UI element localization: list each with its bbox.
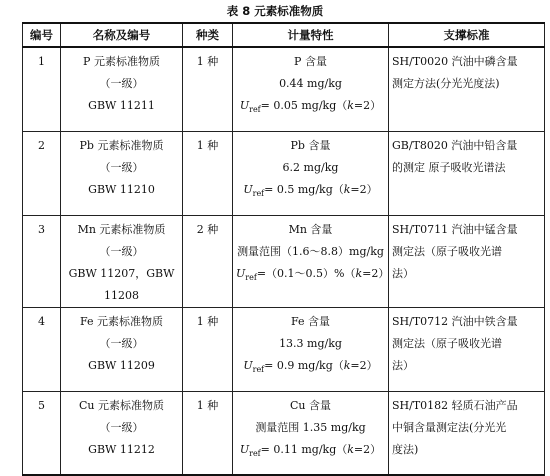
material-name-line: （一级） bbox=[99, 420, 144, 434]
material-name-line: 11208 bbox=[104, 288, 139, 302]
standard-line: 中铜含量测定法(分光光 bbox=[392, 420, 507, 434]
material-name-line: Fe 元素标准物质 bbox=[79, 314, 164, 328]
characteristics-cell bbox=[233, 391, 389, 475]
uncertainty-subscript: ref bbox=[249, 105, 261, 115]
property-value: 测量范围 1.35 mg/kg bbox=[255, 420, 366, 434]
header-characteristics: 计量特性 bbox=[233, 23, 389, 47]
uncertainty-line bbox=[236, 263, 390, 285]
uncertainty-line bbox=[236, 95, 385, 117]
material-name-line: （一级） bbox=[99, 77, 144, 90]
row-number: 5 bbox=[38, 398, 45, 412]
standard-cell bbox=[389, 391, 545, 475]
coverage-factor-symbol: k bbox=[343, 182, 351, 196]
row-number: 3 bbox=[38, 222, 45, 236]
property-value: 13.3 mg/kg bbox=[279, 336, 342, 350]
material-name-line: GBW 11212 bbox=[88, 442, 155, 456]
material-name-line: GBW 11209 bbox=[88, 358, 155, 372]
material-name-line: （一级） bbox=[99, 336, 144, 350]
material-name-line: （一级） bbox=[99, 244, 144, 258]
kind-cell bbox=[183, 307, 233, 391]
standard-line: SH/T0712 汽油中铁含量 bbox=[392, 314, 518, 328]
uncertainty-subscript: ref bbox=[252, 188, 265, 198]
standard-line: 测定方法(分光光度法) bbox=[392, 77, 500, 90]
uncertainty-symbol: U bbox=[239, 442, 250, 456]
reference-materials-table bbox=[22, 22, 545, 476]
material-name-line: P 元素标准物质 bbox=[83, 55, 160, 68]
material-name-line: （一级） bbox=[99, 160, 144, 174]
standard-line: SH/T0711 汽油中锰含量 bbox=[392, 222, 518, 236]
kind-value: 1 种 bbox=[196, 398, 219, 412]
table-row bbox=[23, 215, 545, 307]
property-value: 测量范围（1.6～8.8）mg/kg bbox=[237, 244, 384, 258]
material-name-cell bbox=[61, 391, 183, 475]
kind-cell bbox=[183, 215, 233, 307]
uncertainty-subscript: ref bbox=[252, 364, 265, 374]
kind-cell bbox=[183, 391, 233, 475]
kind-value: 1 种 bbox=[196, 55, 219, 68]
uncertainty-line bbox=[236, 179, 385, 201]
material-name-line: GBW 11207，GBW bbox=[68, 266, 175, 280]
uncertainty-symbol: U bbox=[243, 182, 253, 196]
row-number-cell bbox=[23, 131, 61, 215]
coverage-factor-symbol: k bbox=[355, 266, 363, 280]
header-kind: 种类 bbox=[183, 23, 233, 47]
uncertainty-subscript: ref bbox=[245, 272, 257, 282]
material-name-cell bbox=[61, 131, 183, 215]
uncertainty-value: =（0.1～0.5）%（ bbox=[256, 266, 356, 280]
uncertainty-subscript: ref bbox=[249, 448, 261, 458]
standard-cell bbox=[389, 215, 545, 307]
characteristics-cell bbox=[233, 215, 389, 307]
property-name: Pb 含量 bbox=[290, 138, 331, 152]
uncertainty-line bbox=[236, 355, 385, 377]
standard-line: 测定法（原子吸收光谱 bbox=[392, 244, 502, 258]
uncertainty-value: = 0.9 mg/kg（ bbox=[264, 358, 344, 372]
coverage-factor-value: =2） bbox=[362, 266, 390, 280]
standard-line: SH/T0182 轻质石油产品 bbox=[392, 398, 518, 412]
standard-cell bbox=[389, 47, 545, 131]
coverage-factor-value: =2） bbox=[350, 358, 378, 372]
header-standard: 支撑标准 bbox=[389, 23, 545, 47]
coverage-factor-value: =2） bbox=[353, 442, 382, 456]
material-name-line: Cu 元素标准物质 bbox=[79, 398, 164, 412]
kind-value: 2 种 bbox=[196, 222, 219, 236]
coverage-factor-symbol: k bbox=[347, 442, 354, 456]
standard-line: 的测定 原子吸收光谱法 bbox=[392, 160, 506, 174]
material-name-cell bbox=[61, 215, 183, 307]
kind-cell bbox=[183, 131, 233, 215]
header-name: 名称及编号 bbox=[61, 23, 183, 47]
material-name-cell bbox=[61, 47, 183, 131]
uncertainty-symbol: U bbox=[239, 99, 250, 112]
coverage-factor-symbol: k bbox=[343, 358, 351, 372]
material-name-line: GBW 11211 bbox=[88, 99, 155, 112]
material-name-line: Mn 元素标准物质 bbox=[77, 222, 166, 236]
characteristics-cell bbox=[233, 47, 389, 131]
table-row bbox=[23, 47, 545, 131]
table-row bbox=[23, 391, 545, 475]
row-number: 1 bbox=[38, 55, 45, 68]
property-name: P 含量 bbox=[294, 55, 327, 68]
material-name-cell bbox=[61, 307, 183, 391]
coverage-factor-value: =2） bbox=[350, 182, 378, 196]
standard-cell bbox=[389, 131, 545, 215]
standard-line: 法） bbox=[392, 358, 414, 372]
property-name: Cu 含量 bbox=[290, 398, 331, 412]
row-number: 2 bbox=[38, 138, 45, 152]
standard-line: 度法) bbox=[392, 442, 419, 456]
table-caption: 表 8 元素标准物质 bbox=[226, 4, 324, 18]
header-row bbox=[23, 23, 545, 47]
kind-value: 1 种 bbox=[196, 314, 219, 328]
row-number: 4 bbox=[38, 314, 45, 328]
table-row bbox=[23, 307, 545, 391]
uncertainty-value: = 0.5 mg/kg（ bbox=[264, 182, 344, 196]
uncertainty-value: = 0.05 mg/kg（ bbox=[260, 99, 348, 112]
header-no: 编号 bbox=[23, 23, 61, 47]
coverage-factor-value: =2） bbox=[353, 99, 382, 112]
row-number-cell bbox=[23, 47, 61, 131]
uncertainty-symbol: U bbox=[236, 266, 246, 280]
table-body bbox=[23, 47, 545, 475]
standard-line: SH/T0020 汽油中磷含量 bbox=[392, 55, 518, 68]
standard-cell bbox=[389, 307, 545, 391]
uncertainty-line bbox=[236, 439, 385, 461]
property-name: Mn 含量 bbox=[288, 222, 333, 236]
kind-value: 1 种 bbox=[196, 138, 219, 152]
characteristics-cell bbox=[233, 307, 389, 391]
row-number-cell bbox=[23, 391, 61, 475]
uncertainty-value: = 0.11 mg/kg（ bbox=[260, 442, 348, 456]
uncertainty-symbol: U bbox=[243, 358, 253, 372]
table-row bbox=[23, 131, 545, 215]
standard-line: 测定法（原子吸收光谱 bbox=[392, 336, 502, 350]
coverage-factor-symbol: k bbox=[347, 99, 354, 112]
material-name-line: Pb 元素标准物质 bbox=[79, 138, 164, 152]
row-number-cell bbox=[23, 215, 61, 307]
property-value: 0.44 mg/kg bbox=[279, 77, 342, 90]
standard-line: 法） bbox=[392, 266, 414, 280]
row-number-cell bbox=[23, 307, 61, 391]
characteristics-cell bbox=[233, 131, 389, 215]
kind-cell bbox=[183, 47, 233, 131]
standard-line: GB/T8020 汽油中铅含量 bbox=[392, 138, 518, 152]
property-name: Fe 含量 bbox=[290, 314, 331, 328]
material-name-line: GBW 11210 bbox=[88, 182, 155, 196]
property-value: 6.2 mg/kg bbox=[282, 160, 339, 174]
